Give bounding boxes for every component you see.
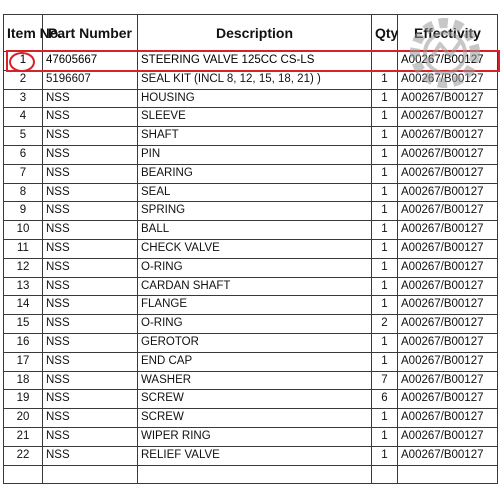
cell-item-no: 4	[4, 108, 43, 127]
cell-part-number: NSS	[43, 333, 138, 352]
cell-part-number: NSS	[43, 89, 138, 108]
cell-description: SEAL KIT (INCL 8, 12, 15, 18, 21) )	[138, 70, 372, 89]
table-header-row	[4, 15, 498, 52]
cell-description: CHECK VALVE	[138, 239, 372, 258]
cell-item-no	[4, 465, 43, 484]
cell-part-number: NSS	[43, 258, 138, 277]
cell-part-number: NSS	[43, 127, 138, 146]
cell-item-no: 13	[4, 277, 43, 296]
table-body	[4, 52, 498, 484]
table-row	[4, 164, 498, 183]
cell-part-number: NSS	[43, 296, 138, 315]
cell-item-no: 6	[4, 145, 43, 164]
cell-part-number: NSS	[43, 352, 138, 371]
cell-effectivity: A00267/B00127	[398, 427, 498, 446]
cell-description: SHAFT	[138, 127, 372, 146]
cell-part-number: NSS	[43, 390, 138, 409]
cell-effectivity: A00267/B00127	[398, 145, 498, 164]
cell-part-number: NSS	[43, 239, 138, 258]
cell-item-no: 22	[4, 446, 43, 465]
cell-part-number: NSS	[43, 277, 138, 296]
cell-effectivity: A00267/B00127	[398, 296, 498, 315]
table-row	[4, 258, 498, 277]
table-row	[4, 371, 498, 390]
cell-description: SCREW	[138, 409, 372, 428]
cell-qty: 1	[372, 446, 398, 465]
cell-item-no: 3	[4, 89, 43, 108]
table-row	[4, 352, 498, 371]
cell-qty: 1	[372, 258, 398, 277]
cell-effectivity: A00267/B00127	[398, 352, 498, 371]
cell-effectivity: A00267/B00127	[398, 164, 498, 183]
cell-qty: 1	[372, 164, 398, 183]
cell-description: END CAP	[138, 352, 372, 371]
cell-part-number: NSS	[43, 145, 138, 164]
cell-qty: 1	[372, 221, 398, 240]
table-row	[4, 221, 498, 240]
cell-effectivity: A00267/B00127	[398, 108, 498, 127]
table-row	[4, 296, 498, 315]
header-part-number: Part Number	[43, 15, 138, 52]
cell-part-number: NSS	[43, 183, 138, 202]
cell-description: SEAL	[138, 183, 372, 202]
cell-effectivity: A00267/B00127	[398, 258, 498, 277]
cell-qty: 1	[372, 333, 398, 352]
cell-qty	[372, 465, 398, 484]
table-row	[4, 89, 498, 108]
cell-description: CARDAN SHAFT	[138, 277, 372, 296]
table-row	[4, 409, 498, 428]
table-row	[4, 333, 498, 352]
cell-item-no: 1	[4, 52, 43, 71]
cell-qty: 1	[372, 127, 398, 146]
header-description: Description	[138, 15, 372, 52]
header-effectivity: Effectivity	[398, 15, 498, 52]
table-row	[4, 127, 498, 146]
cell-item-no: 17	[4, 352, 43, 371]
cell-effectivity: A00267/B00127	[398, 315, 498, 334]
cell-description	[138, 465, 372, 484]
cell-part-number: 47605667	[43, 52, 138, 71]
cell-qty: 1	[372, 145, 398, 164]
cell-effectivity: A00267/B00127	[398, 333, 498, 352]
cell-part-number: NSS	[43, 108, 138, 127]
table-row	[4, 390, 498, 409]
cell-item-no: 10	[4, 221, 43, 240]
cell-item-no: 8	[4, 183, 43, 202]
cell-description: FLANGE	[138, 296, 372, 315]
table-row	[4, 465, 498, 484]
cell-description: WIPER RING	[138, 427, 372, 446]
cell-description: O-RING	[138, 258, 372, 277]
cell-description: PIN	[138, 145, 372, 164]
cell-item-no: 20	[4, 409, 43, 428]
cell-description: GEROTOR	[138, 333, 372, 352]
cell-effectivity: A00267/B00127	[398, 89, 498, 108]
cell-description: BEARING	[138, 164, 372, 183]
cell-effectivity: A00267/B00127	[398, 221, 498, 240]
cell-effectivity: A00267/B00127	[398, 371, 498, 390]
cell-qty: 1	[372, 239, 398, 258]
cell-part-number: 5196607	[43, 70, 138, 89]
cell-qty	[372, 52, 398, 71]
cell-effectivity: A00267/B00127	[398, 52, 498, 71]
cell-qty: 1	[372, 409, 398, 428]
cell-part-number: NSS	[43, 446, 138, 465]
cell-item-no: 14	[4, 296, 43, 315]
table-row	[4, 52, 498, 71]
cell-qty: 1	[372, 108, 398, 127]
table-row	[4, 277, 498, 296]
cell-effectivity: A00267/B00127	[398, 202, 498, 221]
cell-description: BALL	[138, 221, 372, 240]
cell-effectivity: A00267/B00127	[398, 70, 498, 89]
cell-item-no: 18	[4, 371, 43, 390]
cell-part-number: NSS	[43, 202, 138, 221]
cell-item-no: 5	[4, 127, 43, 146]
cell-item-no: 15	[4, 315, 43, 334]
cell-part-number: NSS	[43, 315, 138, 334]
cell-effectivity: A00267/B00127	[398, 127, 498, 146]
cell-effectivity: A00267/B00127	[398, 390, 498, 409]
table-row	[4, 108, 498, 127]
cell-part-number: NSS	[43, 427, 138, 446]
cell-effectivity: A00267/B00127	[398, 239, 498, 258]
cell-qty: 1	[372, 183, 398, 202]
cell-part-number: NSS	[43, 221, 138, 240]
cell-part-number: NSS	[43, 371, 138, 390]
table-row	[4, 202, 498, 221]
cell-qty: 1	[372, 296, 398, 315]
cell-description: HOUSING	[138, 89, 372, 108]
cell-description: O-RING	[138, 315, 372, 334]
parts-table	[3, 14, 498, 484]
cell-item-no: 19	[4, 390, 43, 409]
table-row	[4, 239, 498, 258]
table-row	[4, 427, 498, 446]
cell-qty: 6	[372, 390, 398, 409]
cell-qty: 1	[372, 352, 398, 371]
cell-qty: 2	[372, 315, 398, 334]
cell-effectivity: A00267/B00127	[398, 183, 498, 202]
cell-description: SCREW	[138, 390, 372, 409]
header-qty: Qty	[372, 15, 398, 52]
cell-qty: 1	[372, 89, 398, 108]
cell-description: SPRING	[138, 202, 372, 221]
cell-item-no: 11	[4, 239, 43, 258]
cell-item-no: 7	[4, 164, 43, 183]
cell-item-no: 2	[4, 70, 43, 89]
cell-effectivity: A00267/B00127	[398, 277, 498, 296]
table-row	[4, 446, 498, 465]
table-row	[4, 145, 498, 164]
header-item-no: Item No.	[4, 15, 43, 52]
cell-description: STEERING VALVE 125CC CS-LS	[138, 52, 372, 71]
cell-description: SLEEVE	[138, 108, 372, 127]
cell-item-no: 16	[4, 333, 43, 352]
table-row	[4, 183, 498, 202]
cell-description: WASHER	[138, 371, 372, 390]
cell-description: RELIEF VALVE	[138, 446, 372, 465]
cell-effectivity	[398, 465, 498, 484]
cell-part-number: NSS	[43, 164, 138, 183]
cell-qty: 1	[372, 70, 398, 89]
cell-part-number: NSS	[43, 409, 138, 428]
cell-qty: 1	[372, 427, 398, 446]
cell-qty: 1	[372, 277, 398, 296]
cell-effectivity: A00267/B00127	[398, 409, 498, 428]
cell-part-number	[43, 465, 138, 484]
cell-effectivity: A00267/B00127	[398, 446, 498, 465]
cell-item-no: 9	[4, 202, 43, 221]
cell-item-no: 21	[4, 427, 43, 446]
cell-item-no: 12	[4, 258, 43, 277]
table-row	[4, 70, 498, 89]
cell-qty: 1	[372, 202, 398, 221]
cell-qty: 7	[372, 371, 398, 390]
table-row	[4, 315, 498, 334]
